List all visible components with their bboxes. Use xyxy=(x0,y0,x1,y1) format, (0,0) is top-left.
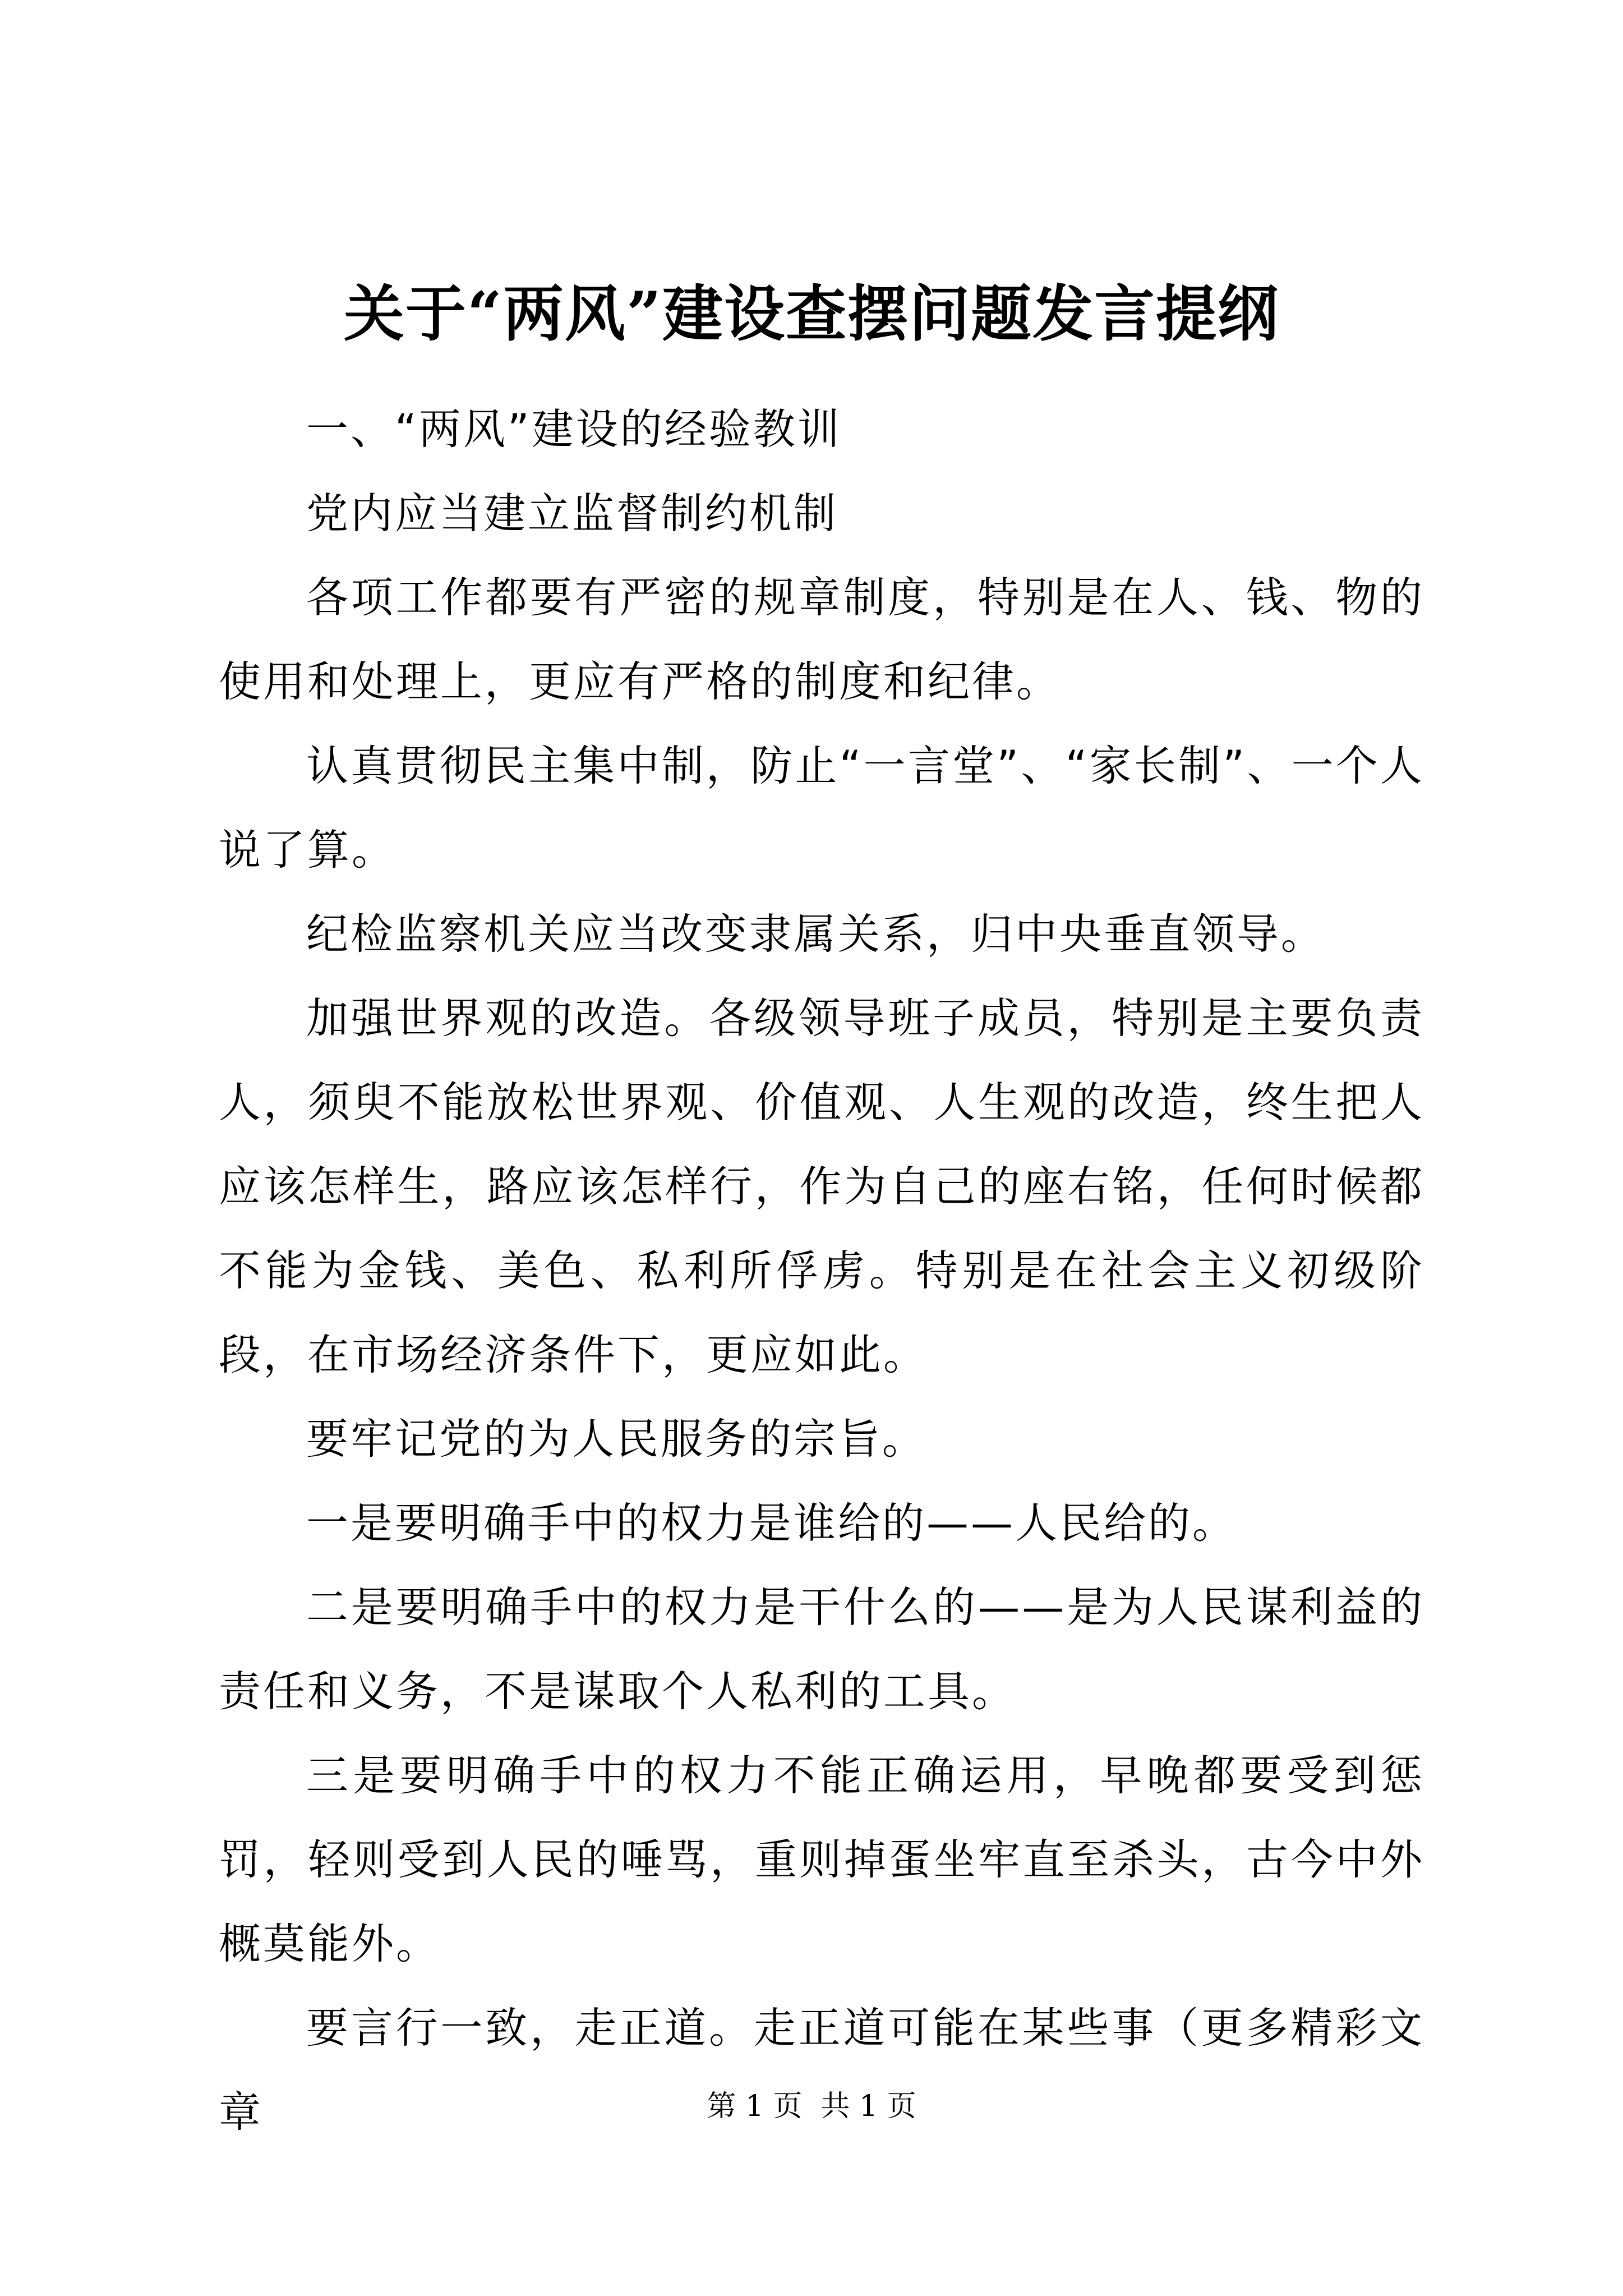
document-title: 关于“两风”建设查摆问题发言提纲 xyxy=(343,279,1280,349)
paragraph-right-path: 要言行一致，走正道。走正道可能在某些事（更多精彩文章 xyxy=(219,2003,1424,2137)
paragraph-supervision: 党内应当建立监督制约机制 xyxy=(306,489,838,538)
paragraph-democratic-centralism: 认真贯彻民主集中制，防止“一言堂”、“家长制”、一个人说了算。 xyxy=(219,741,1424,875)
paragraph-point-two: 二是要明确手中的权力是干什么的——是为人民谋利益的责任和义务，不是谋取个人私利的工具。 xyxy=(219,1582,1424,1716)
paragraph-serve-people: 要牢记党的为人民服务的宗旨。 xyxy=(306,1414,927,1464)
paragraph-section-heading: 一、“两风”建设的经验教训 xyxy=(306,404,842,454)
paragraph-regulations: 各项工作都要有严密的规章制度，特别是在人、钱、物的使用和处理上，更应有严格的制度和纪律。 xyxy=(219,573,1424,706)
paragraph-worldview: 加强世界观的改造。各级领导班子成员，特别是主要负责人，须臾不能放松世界观、价值观、人生观的改造，终生把人应该怎样生，路应该怎样行，作为自己的座右铭，任何时候都不能为金钱、美色、私利所俘虏。特别是在社会主义初级阶段，在市场经济条件下，更应如此。 xyxy=(219,993,1424,1379)
paragraph-point-one: 一是要明确手中的权力是谁给的——人民给的。 xyxy=(306,1498,1237,1548)
paragraph-discipline-inspection: 纪检监察机关应当改变隶属关系，归中央垂直领导。 xyxy=(306,909,1326,959)
page-footer: 第 1 页 共 1 页 xyxy=(707,2090,916,2123)
paragraph-point-three: 三是要明确手中的权力不能正确运用，早晚都要受到惩罚，轻则受到人民的唾骂，重则掉蛋坐牢直至杀头，古今中外概莫能外。 xyxy=(219,1751,1424,1968)
document-body xyxy=(219,387,1424,2154)
